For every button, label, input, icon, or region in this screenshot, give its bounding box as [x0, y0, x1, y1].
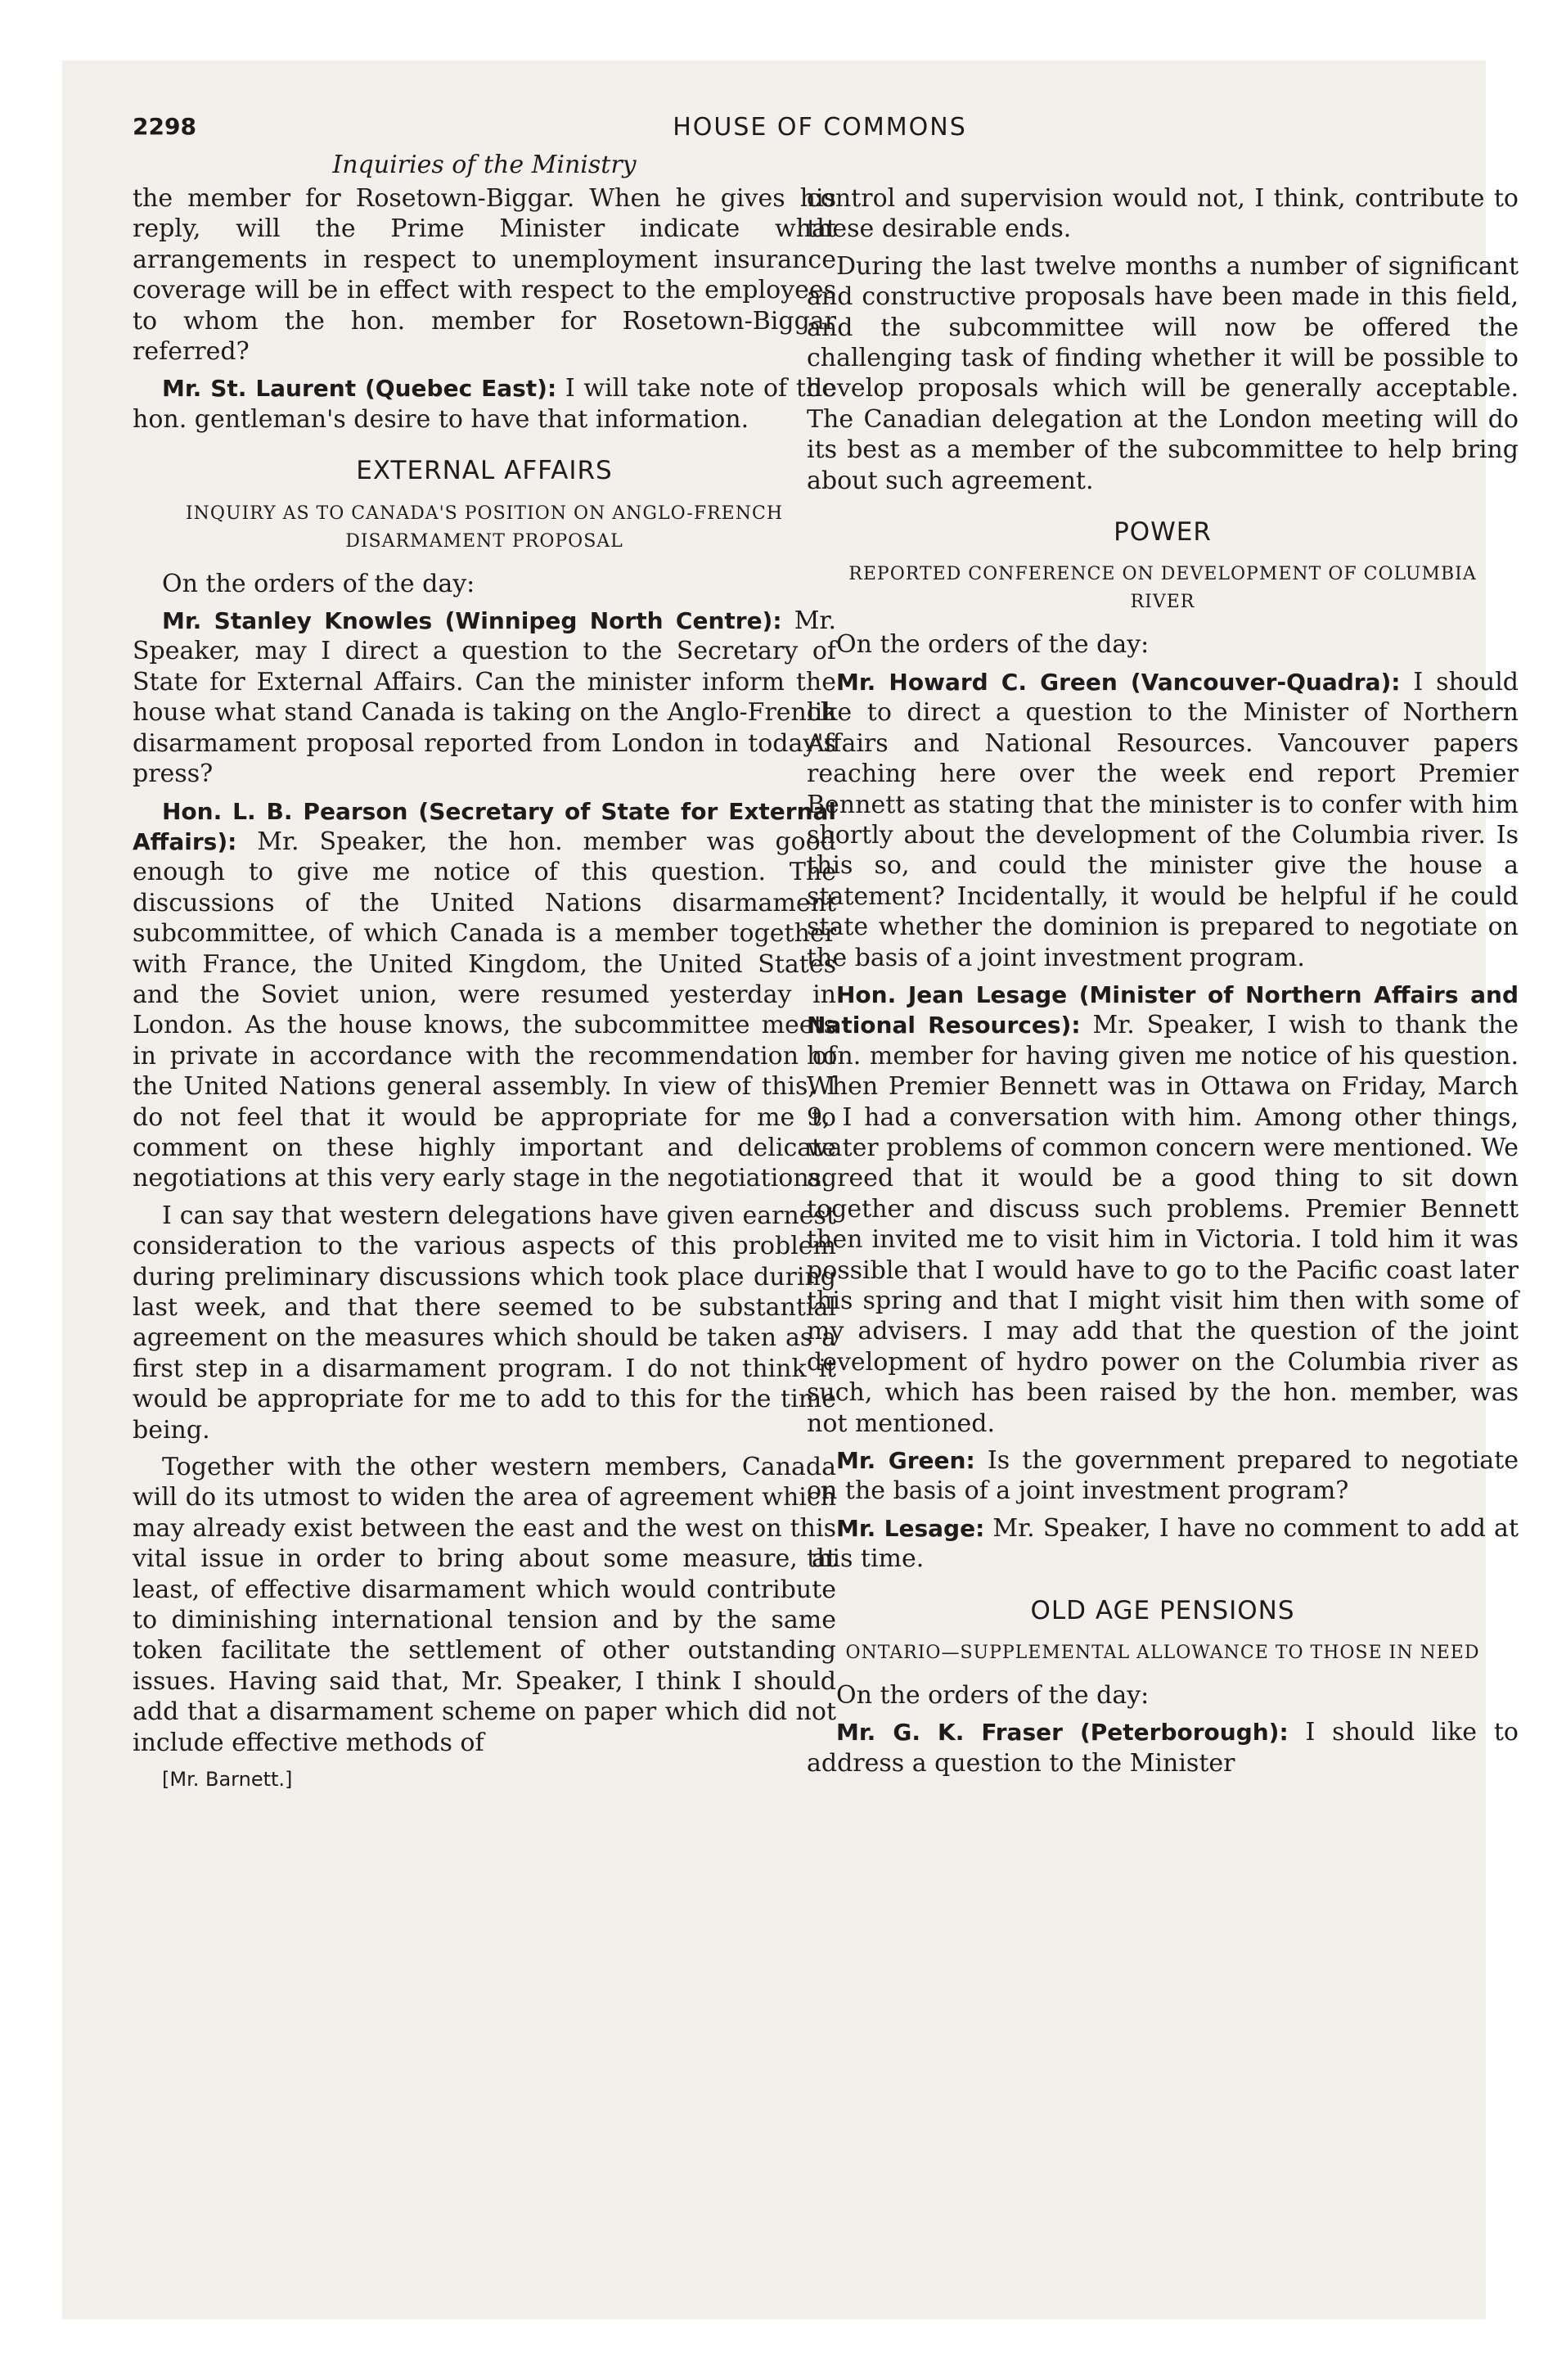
paragraph: [807, 980, 1519, 1439]
orders-of-day: On the orders of the day:: [836, 1681, 1150, 1711]
paragraph: [807, 1717, 1519, 1778]
speaker-name: Hon. Jean Lesage (Minister of Northern Affairs and National Resources):: [807, 980, 1519, 1039]
paragraph: [133, 373, 836, 435]
section-subheading: INQUIRY AS TO CANADA'S POSITION ON ANGLO-FRENCH DISARMAMENT PROPOSAL: [185, 503, 784, 552]
speech-text: Is the government prepared to negotiate on the basis of a joint investment program?: [807, 1446, 1519, 1506]
section-heading: POWER: [1114, 517, 1212, 548]
paragraph: [133, 606, 836, 789]
paragraph: During the last twelve months a number of significant and constructive proposals have been made in this field, and the subcommittee will now be offered the challenging task of finding whether it will be possible to develop proposals which will be generally acceptable. The Canadian delegation at the London meeting will do its best as a member of the subcommittee to help bring about such agreement.: [807, 251, 1519, 495]
speech-text: Mr. Speaker, I wish to thank the hon. member for having given me notice of his question. When Premier Bennett was in Ottawa on Friday, March 9, I had a conversation with him. Among other things, water problems of common concern were mentioned. We agreed that it would be a good thing to sit down together and discuss such problems. Premier Bennett then invited me to visit him in Victoria. I told him it was possible that I would have to go to the Pacific coast later this spring and that I might visit him then with some of my advisers. I may add that the question of the joint development of hydro power on the Columbia river as such, which has been raised by the hon. member, was not mentioned.: [807, 1011, 1519, 1438]
page-header: [133, 113, 1507, 151]
speaker-name: Mr. Lesage:: [836, 1514, 985, 1542]
footer-note: [Mr. Barnett.]: [162, 1768, 293, 1792]
speaker-name: Mr. G. K. Fraser (Peterborough):: [836, 1719, 1289, 1747]
speech-text: Mr. Speaker, the hon. member was good enough to give me notice of this question. The discussions of the United Nations disarmament subcommittee, of which Canada is a member together with France, the United Kingdom, the United States and the Soviet union, were resumed yesterday in London. As the house knows, the subcommittee meets in private in accordance with the recommendation of the United Nations general assembly. In view of this, I do not feel that it would be appropriate for me to comment on these highly important and delicate negotiations at this very early stage in the negotiations.: [133, 827, 836, 1193]
speaker-name: Mr. Green:: [836, 1447, 975, 1475]
orders-of-day: On the orders of the day:: [162, 569, 475, 598]
paragraph: the member for Rosetown-Biggar. When he gives his reply, will the Prime Minister indicate what arrangements in respect to unemployment insurance coverage will be in effect with respect to the employees to whom the hon. member for Rosetown-Biggar referred?: [133, 184, 836, 367]
hansard-page: [62, 61, 1519, 2319]
speech-text: Mr. Speaker, may I direct a question to the Secretary of State for External Affairs. Can the minister inform the house what stand Canada is taking on the Anglo-French disarmament proposal reported from London in today's press?: [133, 606, 837, 789]
speech-text: I should like to direct a question to the Minister of Northern Affairs and National Resources. Vancouver papers reaching here over the week end report Premier Bennett as stating that the minister is to confer with him shortly about the development of the Columbia river. Is this so, and could the minister give the house a statement? Incidentally, it would be helpful if he could state whether the dominion is prepared to negotiate on the basis of a joint investment program.: [807, 667, 1519, 972]
left-column: [133, 183, 836, 1802]
speaker-name: Mr. Howard C. Green (Vancouver-Quadra):: [836, 668, 1401, 696]
speaker-name: Mr. St. Laurent (Quebec East):: [162, 375, 557, 403]
speech-text: Mr. Speaker, I have no comment to add at this time.: [807, 1513, 1519, 1574]
running-head: HOUSE OF COMMONS: [673, 113, 967, 142]
paragraph: [807, 1513, 1519, 1575]
speaker-name: Mr. Stanley Knowles (Winnipeg North Centre):: [162, 607, 782, 635]
section-subhead: Inquiries of the Ministry: [332, 151, 637, 179]
speaker-name: Hon. L. B. Pearson (Secretary of State for External Affairs):: [133, 797, 836, 855]
right-column: [807, 183, 1519, 1785]
section-heading: EXTERNAL AFFAIRS: [356, 456, 613, 486]
speech-text: I will take note of the hon. gentleman's desire to have that information.: [133, 374, 836, 434]
paragraph: [807, 1445, 1519, 1507]
paragraph: control and supervision would not, I think, contribute to these desirable ends.: [807, 184, 1519, 244]
paragraph: [807, 667, 1519, 973]
paragraph: [133, 796, 836, 1194]
section-heading: OLD AGE PENSIONS: [1030, 1595, 1295, 1625]
section-subheading: ONTARIO—SUPPLEMENTAL ALLOWANCE TO THOSE IN NEED: [845, 1643, 1480, 1664]
speech-text: I should like to address a question to the Minister: [807, 1718, 1519, 1778]
paragraph: I can say that western delegations have given earnest consideration to the various aspects of this problem during preliminary discussions which took place during last week, and that there seemed to be substantial agreement on the measures which should be taken as a first step in a disarmament program. I do not think it would be appropriate for me to add to this for the time being.: [133, 1201, 836, 1445]
section-subheading: REPORTED CONFERENCE ON DEVELOPMENT OF COLUMBIA RIVER: [848, 564, 1477, 613]
orders-of-day: On the orders of the day:: [836, 630, 1150, 660]
paragraph: Together with the other western members, Canada will do its utmost to widen the area of agreement which may already exist between the east and the west on this vital issue in order to bring about some measure, at least, of effective disarmament which would contribute to diminishing international tension and by the same token facilitate the settlement of other outstanding issues. Having said that, Mr. Speaker, I think I should add that a disarmament scheme on paper which did not include effective methods of: [133, 1453, 836, 1757]
page-number: 2298: [133, 113, 196, 140]
